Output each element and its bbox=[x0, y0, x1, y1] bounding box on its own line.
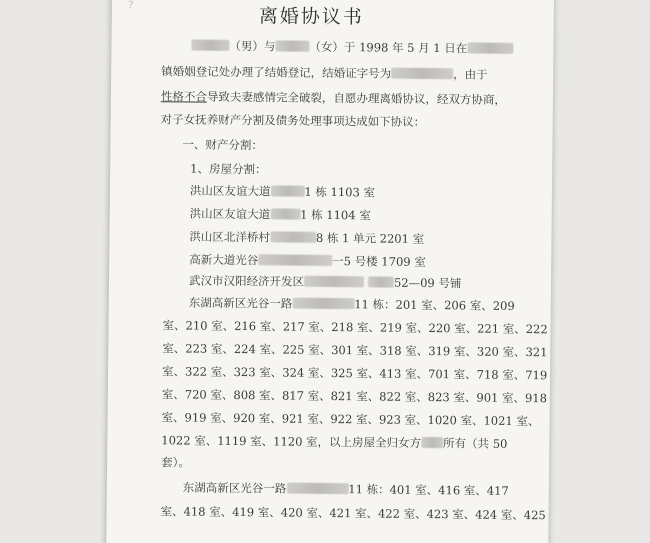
redacted-address bbox=[304, 276, 364, 288]
redacted-place bbox=[467, 42, 513, 53]
property-list-line: 1022 室、1119 室、1120 室，以上房屋全归女方 所有（共 50 bbox=[161, 433, 508, 451]
property-list-line: 东湖高新区光谷一路 11 栋：201 室、206 室、209 bbox=[188, 295, 515, 313]
redacted-husband-name bbox=[191, 40, 229, 51]
property-entry: 高新大道光谷 一5 号楼 1709 室 bbox=[189, 252, 426, 269]
property-entry: 洪山区友谊大道 1 栋 1104 室 bbox=[189, 206, 371, 223]
document-title: 离婚协议书 bbox=[258, 5, 364, 29]
property-list-line: 东湖高新区光谷一路 11 栋：401 室、416 室、417 bbox=[182, 480, 509, 498]
paragraph-line: 镇婚姻登记处办理了结婚登记，结婚证字号为 ，由于 bbox=[161, 64, 488, 82]
redacted-wife-name bbox=[421, 437, 443, 448]
property-list-line: 室、322 室、323 室、324 室、325 室、413 室、701 室、718 室、719 bbox=[161, 364, 548, 383]
property-list-line: 室、720 室、808 室、817 室、821 室、822 室、823 室、901 室、918 bbox=[161, 387, 548, 406]
redacted-address bbox=[368, 276, 394, 287]
property-list-line: 室、210 室、216 室、217 室、218 室、219 室、220 室、221 室、222 bbox=[162, 318, 548, 337]
property-list-line: 室、418 室、419 室、420 室、421 室、422 室、423 室、424 室、425 bbox=[160, 504, 546, 523]
agreement-paper bbox=[106, 0, 554, 543]
property-list-line: 室、919 室、920 室、921 室、922 室、923 室、1020 室、1021 室、 bbox=[161, 410, 540, 429]
paragraph-line: 性格不合导致夫妻感情完全破裂，自愿办理离婚协议，经双方协商， bbox=[160, 89, 506, 107]
redacted-wife-name bbox=[275, 40, 309, 51]
redacted-certificate-number bbox=[391, 68, 453, 80]
property-entry: 武汉市汉阳经济开发区 52—09 号铺 bbox=[188, 273, 462, 291]
property-list-line: 室、223 室、224 室、225 室、301 室、318 室、319 室、320 室、321 bbox=[162, 341, 548, 360]
paragraph-line: （男）与 （女）于 1998 年 5 月 1 日在 bbox=[191, 39, 513, 56]
redacted-address bbox=[258, 254, 332, 266]
property-entry: 洪山区友谊大道 1 栋 1103 室 bbox=[189, 183, 376, 200]
property-list-line: 套）。 bbox=[161, 455, 190, 470]
property-entry: 洪山区北洋桥村 8 栋 1 单元 2201 室 bbox=[189, 229, 425, 246]
redacted-address bbox=[292, 298, 354, 310]
corner-mark: ? bbox=[127, 0, 134, 11]
subsection-heading: 1、房屋分割： bbox=[190, 161, 267, 177]
section-heading: 一、财产分割： bbox=[182, 137, 264, 153]
redacted-address bbox=[270, 231, 316, 242]
redacted-address bbox=[270, 185, 304, 196]
redacted-address bbox=[270, 208, 300, 219]
paragraph-line: 对子女抚养财产分割及债务处理事项达成如下协议： bbox=[160, 112, 426, 129]
redacted-address bbox=[286, 483, 348, 495]
